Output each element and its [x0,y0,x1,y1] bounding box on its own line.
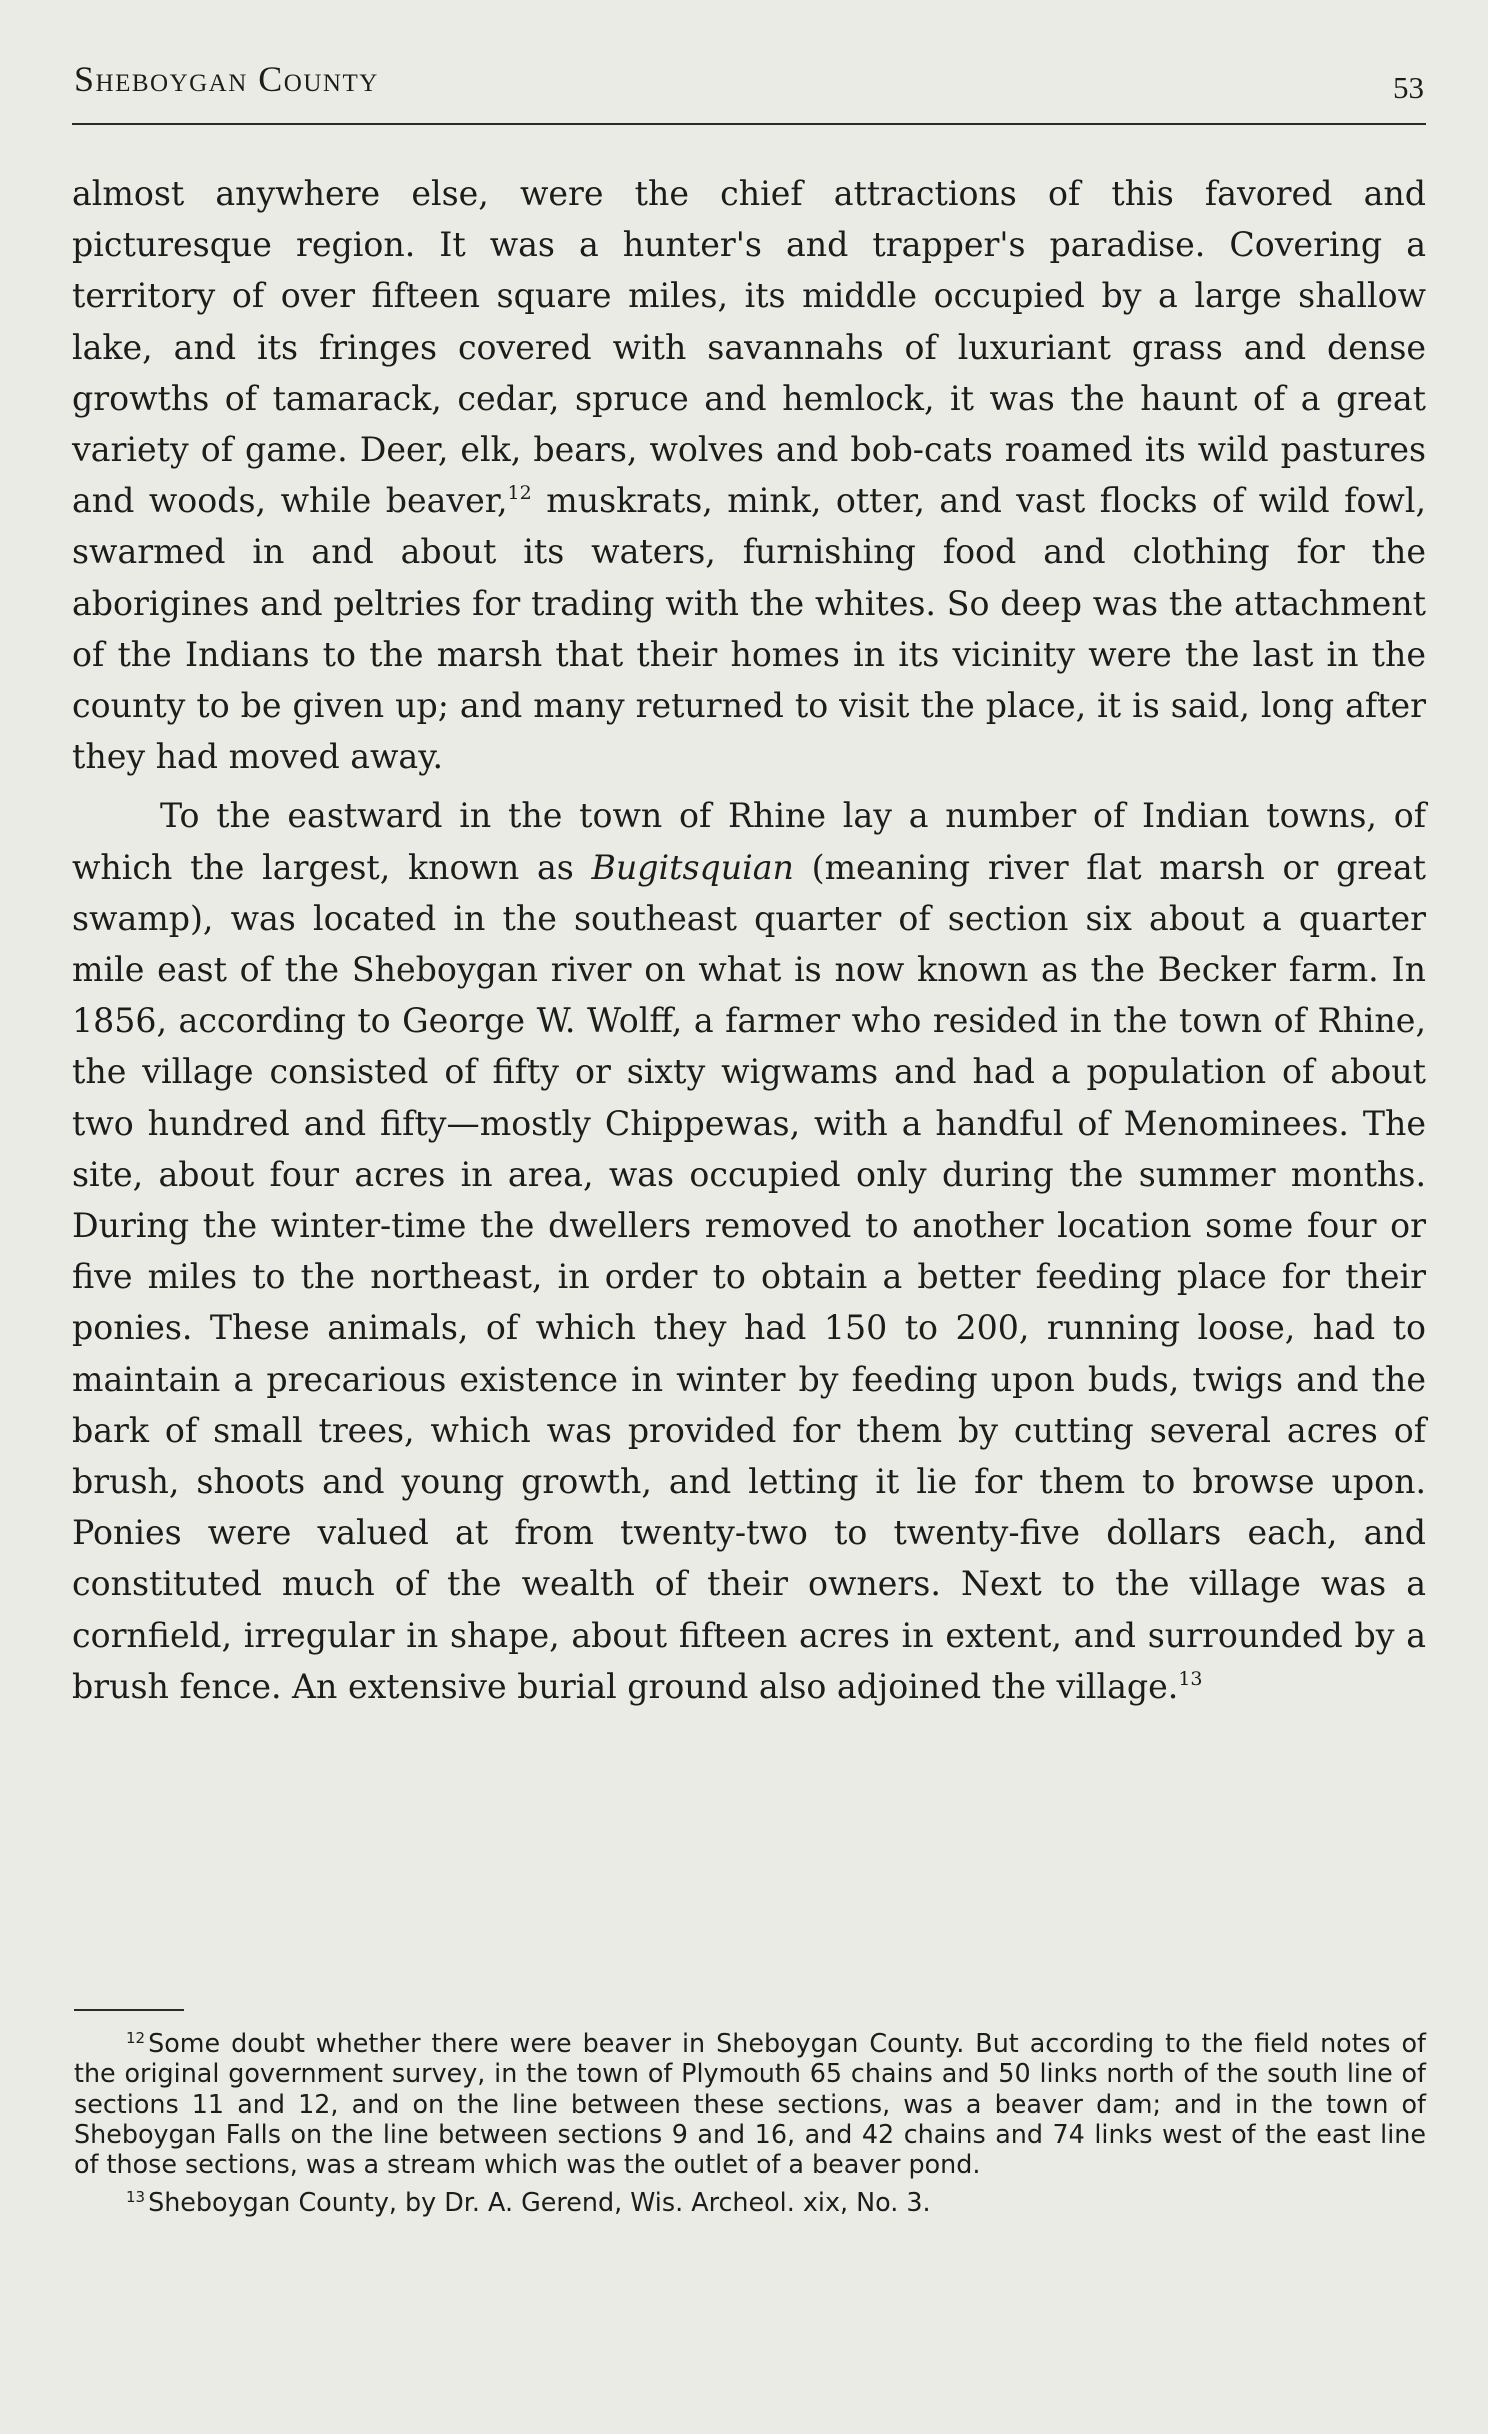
italic-term: Bugitsquian [591,847,794,887]
footnote-mark: 12 [126,2029,146,2047]
body-text [72,168,1426,1712]
footnote [74,2028,1426,2179]
header-rule [72,123,1426,125]
page-number: 53 [1393,70,1424,105]
footnote [74,2187,1426,2217]
footnotes [74,2028,1426,2218]
footnote-text: Sheboygan County, by Dr. A. Gerend, Wis. Archeol. xix, No. 3. [148,2187,931,2218]
paragraph-text: To the eastward in the town of Rhine lay a number of Indian towns, of which the largest, known as [72,796,1426,887]
paragraph-text: muskrats, mink, otter, and vast flocks of wild fowl, swarmed in and about its waters, furnishing food and clothing for the aborigines and peltries for trading with the whites. So deep was the attachment of the Indians to the marsh that their homes in its vicinity were the last in the county to be given up; and many returned to visit the place, it is said, long after they had moved away. [72,481,1426,777]
footnote-text: Some doubt whether there were beaver in Sheboygan County. But according to the field notes of the original government survey, in the town of Plymouth 65 chains and 50 links north of the south line of sections 11 and 12, and on the line between these sections, was a beaver dam; and in the town of Sheboygan Falls on the line between sections 9 and 16, and 42 chains and 74 links west of the east line of those sections, was a stream which was the outlet of a beaver pond. [74,2028,1426,2180]
footnote-reference: 12 [507,482,532,505]
paragraph-continued [72,168,1426,782]
footnote-rule [74,2009,184,2011]
footnote-mark: 13 [126,2188,146,2207]
book-page [72,0,1426,2434]
running-head [72,58,1426,108]
footnote-reference: 13 [1178,1667,1203,1690]
paragraph-text: almost anywhere else, were the chief attractions of this favored and picturesque region. It was a hunter's and trapper's paradise. Covering a territory of over fifteen square miles, its middle occupied by a large shallow lake, and its fringes covered with savannahs of luxuriant grass and dense growths of tamarack, cedar, spruce and hemlock, it was the haunt of a great variety of game. Deer, elk, bears, wolves and bob-cats roamed its wild pastures and woods, while beaver, [72,174,1426,521]
paragraph [72,790,1426,1712]
paragraph-text: (meaning river flat marsh or great swamp), was located in the southeast quarter of section six about a quarter mile east of the Sheboygan river on what is now known as the Becker farm. In 1856, according to George W. Wolff, a farmer who resided in the town of Rhine, the village consisted of fifty or sixty wigwams and had a population of about two hundred and fifty—mostly Chippewas, with a handful of Menominees. The site, about four acres in area, was occupied only during the summer months. During the winter-time the dwellers removed to another location some four or five miles to the northeast, in order to obtain a better feeding place for their ponies. These animals, of which they had 150 to 200, running loose, had to maintain a precarious existence in winter by feeding upon buds, twigs and the bark of small trees, which was provided for them by cutting several acres of brush, shoots and young growth, and letting it lie for them to browse upon. Ponies were valued at from twenty-two to twenty-five dollars each, and constituted much of the wealth of their owners. Next to the village was a cornfield, irregular in shape, about fifteen acres in extent, and surrounded by a brush fence. An extensive burial ground also adjoined the village. [72,847,1426,1706]
running-title: Sheboygan County [74,59,379,99]
